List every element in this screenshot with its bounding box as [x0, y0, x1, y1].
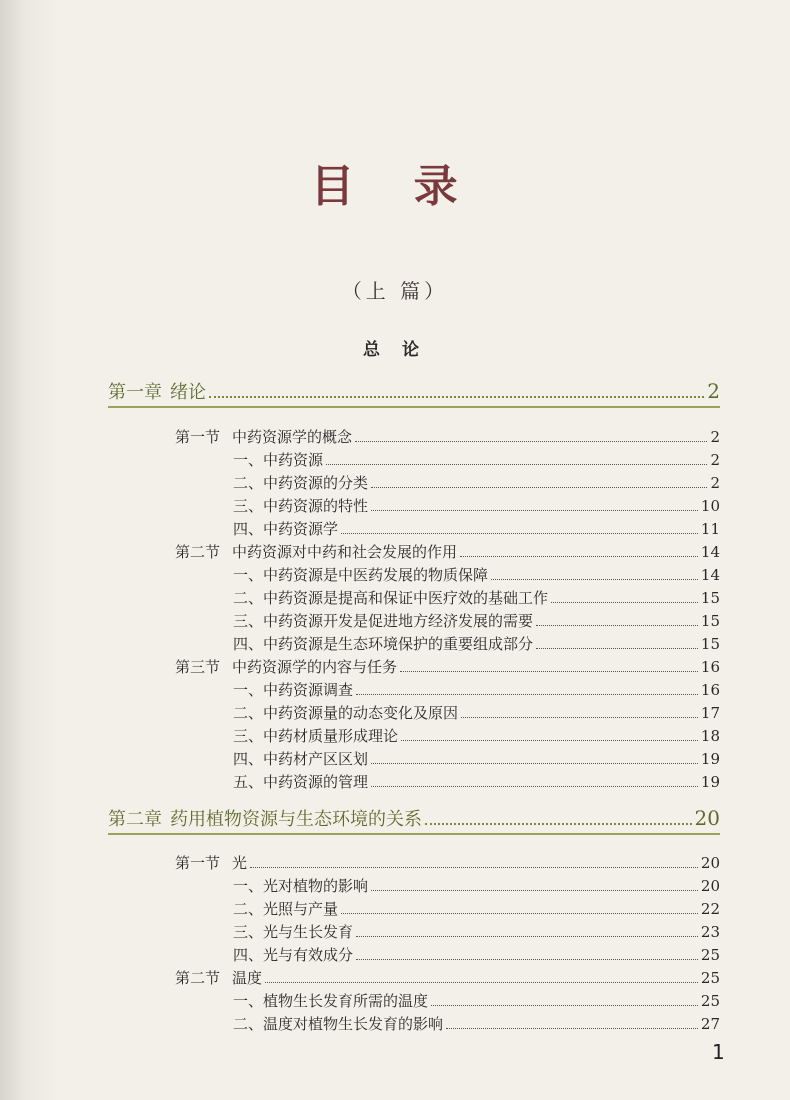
section-title: 中药资源学的内容与任务	[232, 658, 398, 676]
chapter-label: 第一章	[108, 382, 162, 403]
toc-section[interactable]	[175, 426, 720, 447]
page-title: 目 录	[310, 161, 480, 212]
item-title: 一、光对植物的影响	[233, 877, 369, 895]
item-page: 14	[700, 566, 720, 584]
item-page: 18	[700, 727, 720, 745]
section-title: 温度	[232, 969, 263, 987]
dot-leader	[401, 740, 698, 741]
toc-item[interactable]	[233, 610, 720, 631]
toc-item[interactable]	[233, 1013, 720, 1034]
item-page: 15	[700, 612, 720, 630]
item-title: 一、中药资源调查	[233, 681, 354, 699]
dot-leader	[371, 487, 707, 488]
toc-item[interactable]	[233, 702, 720, 723]
item-page: 15	[700, 589, 720, 607]
toc-item[interactable]	[233, 921, 720, 942]
page-number: 1	[712, 1040, 725, 1064]
section-title: 中药资源学的概念	[232, 428, 353, 446]
toc-chapter-1[interactable]	[108, 378, 720, 404]
toc-item[interactable]	[233, 449, 720, 470]
section-page: 16	[700, 658, 720, 676]
toc-item[interactable]	[233, 518, 720, 539]
toc-item[interactable]	[233, 875, 720, 896]
chapter-page: 20	[694, 806, 720, 830]
part-heading: （上 篇）	[341, 279, 449, 303]
item-page: 19	[700, 750, 720, 768]
dot-leader	[536, 625, 698, 626]
section-label: 第三节	[175, 658, 221, 676]
dot-leader	[341, 913, 698, 914]
toc-item[interactable]	[233, 587, 720, 608]
item-title: 四、中药资源学	[233, 520, 339, 538]
item-title: 三、中药资源开发是促进地方经济发展的需要	[233, 612, 534, 630]
chapter-rule	[108, 833, 720, 835]
section-title: 光	[232, 854, 248, 872]
toc-item[interactable]	[233, 990, 720, 1011]
section-label: 第二节	[175, 969, 221, 987]
dot-leader	[460, 556, 698, 557]
item-title: 一、植物生长发育所需的温度	[233, 992, 429, 1010]
item-page: 10	[700, 497, 720, 515]
dot-leader	[400, 671, 698, 672]
toc-item[interactable]	[233, 495, 720, 516]
dot-leader	[425, 823, 692, 825]
toc-item[interactable]	[233, 679, 720, 700]
dot-leader	[371, 890, 698, 891]
dot-leader	[355, 441, 707, 442]
dot-leader	[356, 959, 698, 960]
toc-item[interactable]	[233, 944, 720, 965]
chapter-label: 第二章	[108, 809, 162, 830]
dot-leader	[265, 982, 698, 983]
item-title: 三、光与生长发育	[233, 923, 354, 941]
item-page: 11	[700, 520, 720, 538]
item-title: 四、光与有效成分	[233, 946, 354, 964]
section-title: 中药资源对中药和社会发展的作用	[232, 543, 458, 561]
section-heading: 总 论	[363, 340, 427, 360]
dot-leader	[446, 1028, 698, 1029]
toc-section[interactable]	[175, 967, 720, 988]
section-label: 第一节	[175, 428, 221, 446]
item-title: 四、中药资源是生态环境保护的重要组成部分	[233, 635, 534, 653]
toc-item[interactable]	[233, 633, 720, 654]
dot-leader	[371, 786, 698, 787]
toc-section[interactable]	[175, 852, 720, 873]
section-label: 第二节	[175, 543, 221, 561]
dot-leader	[371, 510, 698, 511]
section-page: 25	[700, 969, 720, 987]
item-page: 19	[700, 773, 720, 791]
item-title: 一、中药资源是中医药发展的物质保障	[233, 566, 489, 584]
item-page: 15	[700, 635, 720, 653]
chapter-title: 绪论	[170, 382, 206, 403]
toc-item[interactable]	[233, 748, 720, 769]
item-page: 25	[700, 946, 720, 964]
toc-item[interactable]	[233, 771, 720, 792]
item-title: 三、中药资源的特性	[233, 497, 369, 515]
item-page: 2	[710, 451, 720, 469]
chapter-page: 2	[707, 379, 720, 403]
dot-leader	[209, 396, 704, 398]
toc-item[interactable]	[233, 564, 720, 585]
dot-leader	[431, 1005, 698, 1006]
dot-leader	[536, 648, 698, 649]
dot-leader	[371, 763, 698, 764]
item-title: 二、光照与产量	[233, 900, 339, 918]
item-title: 二、温度对植物生长发育的影响	[233, 1015, 444, 1033]
item-title: 三、中药材质量形成理论	[233, 727, 399, 745]
toc-chapter-2[interactable]	[108, 805, 720, 831]
item-title: 二、中药资源量的动态变化及原因	[233, 704, 459, 722]
section-page: 20	[700, 854, 720, 872]
section-page: 2	[710, 428, 720, 446]
dot-leader	[326, 464, 707, 465]
toc-item[interactable]	[233, 472, 720, 493]
dot-leader	[551, 602, 698, 603]
chapter-rule	[108, 406, 720, 408]
item-page: 25	[700, 992, 720, 1010]
item-title: 二、中药资源的分类	[233, 474, 369, 492]
item-page: 23	[700, 923, 720, 941]
chapter-title: 药用植物资源与生态环境的关系	[170, 809, 422, 830]
item-title: 二、中药资源是提高和保证中医疗效的基础工作	[233, 589, 549, 607]
toc-item[interactable]	[233, 725, 720, 746]
item-title: 一、中药资源	[233, 451, 324, 469]
section-page: 14	[700, 543, 720, 561]
item-page: 17	[700, 704, 720, 722]
item-page: 2	[710, 474, 720, 492]
dot-leader	[356, 694, 698, 695]
toc-section[interactable]	[175, 656, 720, 677]
toc-item[interactable]	[233, 898, 720, 919]
dot-leader	[356, 936, 698, 937]
item-page: 27	[700, 1015, 720, 1033]
toc-section[interactable]	[175, 541, 720, 562]
item-page: 20	[700, 877, 720, 895]
dot-leader	[461, 717, 698, 718]
item-page: 16	[700, 681, 720, 699]
item-title: 五、中药资源的管理	[233, 773, 369, 791]
item-page: 22	[700, 900, 720, 918]
dot-leader	[341, 533, 698, 534]
dot-leader	[250, 867, 698, 868]
section-label: 第一节	[175, 854, 221, 872]
dot-leader	[491, 579, 698, 580]
item-title: 四、中药材产区区划	[233, 750, 369, 768]
